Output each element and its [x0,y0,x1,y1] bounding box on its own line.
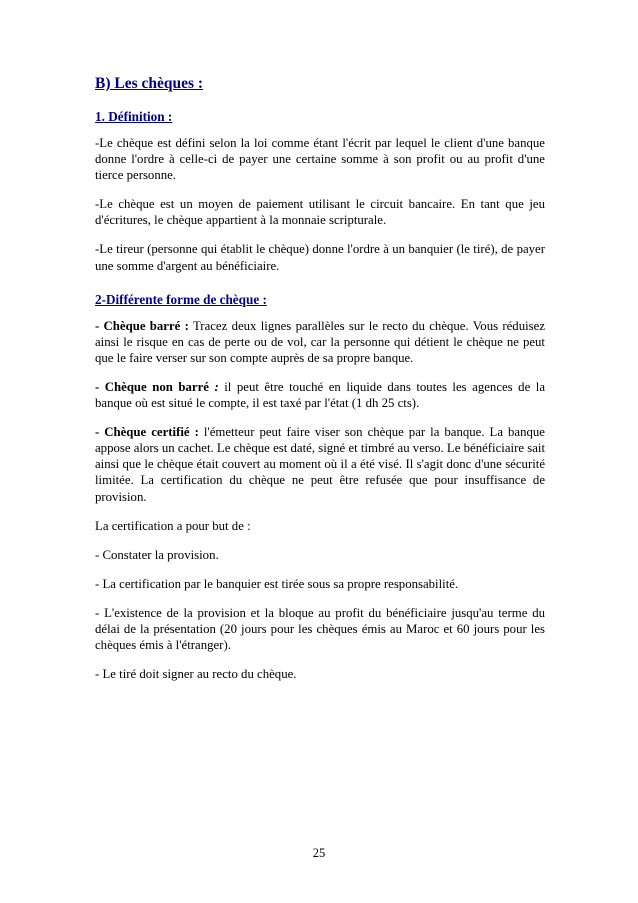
certification-intro: La certification a pour but de : [95,518,251,533]
cheque-non-barre-lead: - Chèque non barré [95,379,209,394]
definition-paragraph-1: -Le chèque est défini selon la loi comme étant l'écrit par lequel le client d'une banque donne l'ordre à celle-ci de payer une certaine somme à son profit ou au profit d'une tierce personne. [95,136,545,183]
certification-point-1: - Constater la provision. [95,547,219,562]
definition-heading: 1. Définition : [95,109,173,124]
cheque-barre-lead: - Chèque barré : [95,318,189,333]
document-title: B) Les chèques : [95,75,204,92]
page-number: 25 [312,846,326,860]
certification-point-2: - La certification par le banquier est tirée sous sa propre responsabilité. [95,576,459,591]
cheque-barre-text: Tracez deux lignes parallèles sur le recto du chèque. Vous réduisez ainsi le risque en cas de perte ou de vol, car la personne qui détient le chèque ne peut que le faire verser sur son compte auprès de sa propre banque. [95,318,546,365]
cheque-certifie-text: l'émetteur peut faire viser son chèque par la banque. La banque appose alors un cachet. Le chèque est daté, signé et timbré au verso. Le bénéficiaire sait ainsi que le chèque était couvert au moment où il a été visé. Il s'agit donc d'une sécurité limitée. La certification du chèque ne peut être refusée que pour insuffisance de provision. [95,425,545,504]
document-content [95,74,545,695]
definition-paragraph-2: -Le chèque est un moyen de paiement utilisant le circuit bancaire. En tant que jeu d'écritures, le chèque appartient à la monnaie scripturale. [95,197,545,228]
paragraph-cheque-barre [95,318,545,366]
definition-paragraph-3: -Le tireur (personne qui établit le chèque) donne l'ordre à un banquier (le tiré), de payer une somme d'argent au bénéficiaire. [95,242,545,273]
paragraph-cheque-non-barre [95,379,545,411]
certification-point-3: - L'existence de la provision et la bloque au profit du bénéficiaire jusqu'au terme du délai de la présentation (20 jours pour les chèques émis au Maroc et 60 jours pour les chèques émis à l'étranger). [95,605,545,653]
forms-heading: 2-Différente forme de chèque : [95,291,267,307]
paragraph-cheque-certifie [95,424,545,504]
cheque-certifie-lead: - Chèque certifié : [95,425,199,440]
cheque-non-barre-text: il peut être touché en liquide dans toutes les agences de la banque où est situé le compte, il est taxé par l'état (1 dh 25 cts). [95,379,545,411]
certification-point-4: - Le tiré doit signer au recto du chèque. [95,667,297,682]
cheque-non-barre-colon: : [208,379,219,394]
